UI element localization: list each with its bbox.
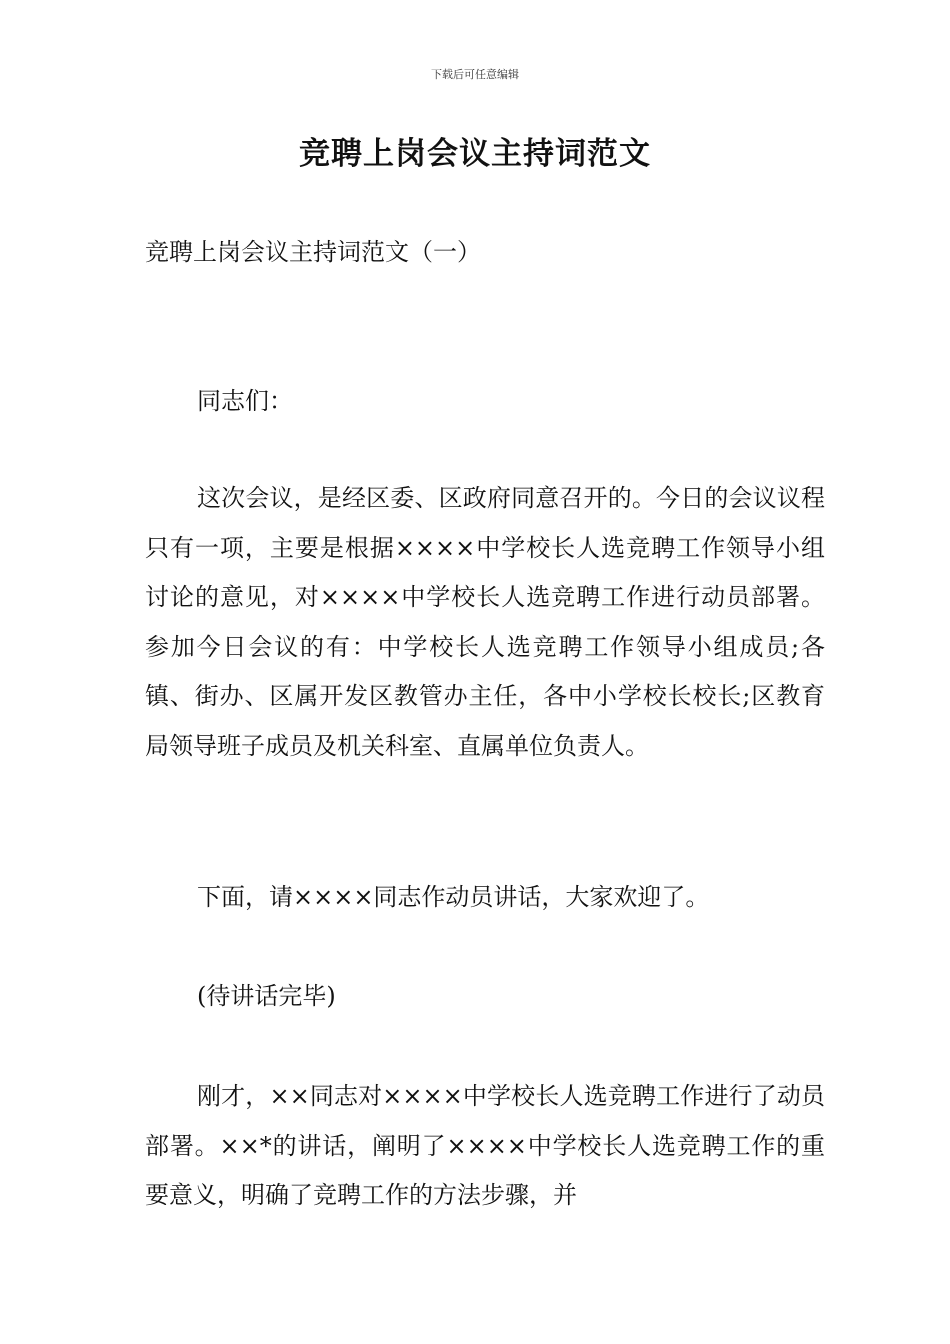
paragraph-after-speech: 刚才，××同志对××××中学校长人选竞聘工作进行了动员部署。××*的讲话，阐明了××××中学校长人选竞聘工作的重要意义，明确了竞聘工作的方法步骤，并 xyxy=(145,1082,825,1209)
paragraph-next-speaker: 下面，请××××同志作动员讲话，大家欢迎了。 xyxy=(197,883,710,911)
paragraph-intro: 这次会议，是经区委、区政府同意召开的。今日的会议议程只有一项，主要是根据××××中学校长人选竞聘工作领导小组讨论的意见，对××××中学校长人选竞聘工作进行动员部署。参加今日会议的有：中学校长人选竞聘工作领导小组成员;各镇、街办、区属开发区教管办主任，各中小学校长校长;区教育局领导班子成员及机关科室、直属单位负责人。 xyxy=(145,484,825,760)
section-heading: 竞聘上岗会议主持词范文（一） xyxy=(145,238,481,266)
document-title: 竞聘上岗会议主持词范文 xyxy=(299,136,651,172)
paragraph-salutation: 同志们： xyxy=(197,387,293,415)
paragraph-wait-note: (待讲话完毕) xyxy=(197,982,336,1010)
header-note: 下载后可任意编辑 xyxy=(431,68,519,81)
